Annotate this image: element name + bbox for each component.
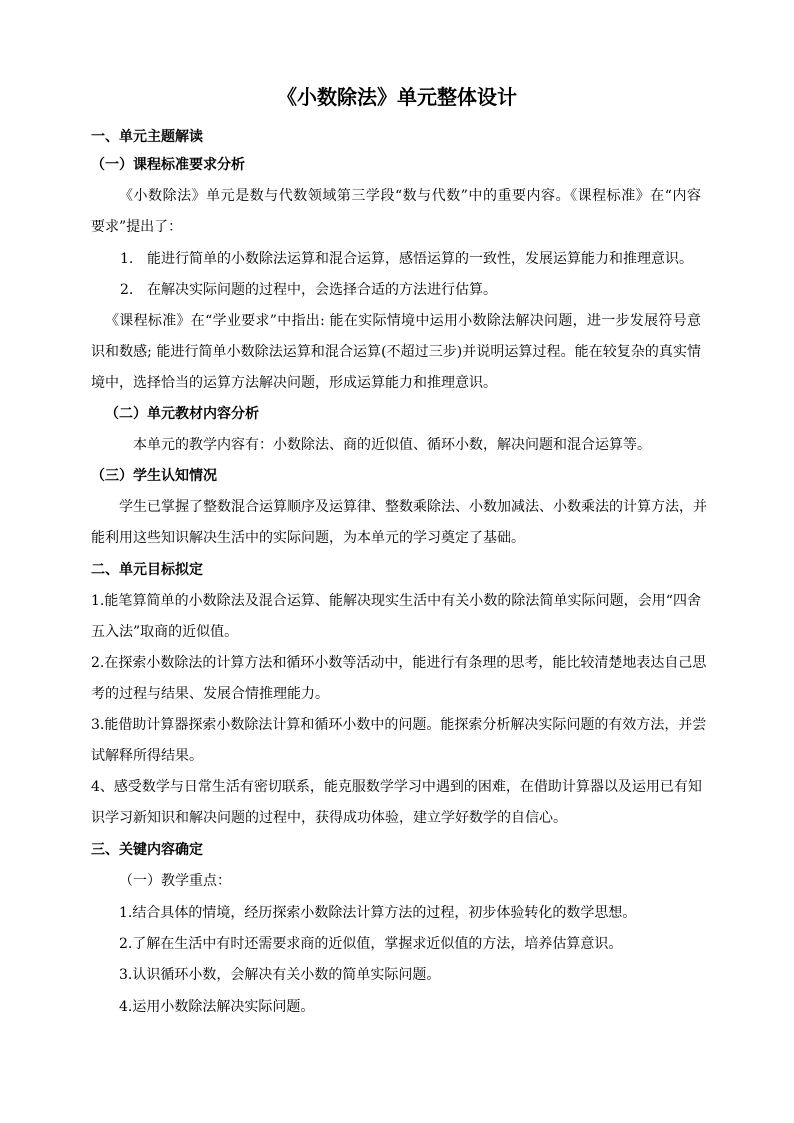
paragraph-line: 境中，选择恰当的运算方法解决问题，形成运算能力和推理意识。 (91, 375, 497, 391)
list-item-number: 1. (120, 251, 134, 267)
list-item-number: 2. (120, 282, 134, 298)
paragraph-line: 能利用这些知识解决生活中的实际问题，为本单元的学习奠定了基础。 (91, 530, 525, 546)
paragraph-line: 《小数除法》单元是数与代数领域第三学段“数与代数”中的重要内容。《课程标准》在“内容 (119, 188, 701, 204)
goal-line: 4、感受数学与日常生活有密切联系，能克服数学学习中遇到的困难，在借助计算器以及运用已有知 (91, 779, 702, 795)
key-point: 4.运用小数除法解决实际问题。 (119, 999, 315, 1015)
section-heading-2: 二、单元目标拟定 (91, 562, 203, 578)
goal-line: 2.在探索小数除法的计算方法和循环小数等活动中，能进行有条理的思考，能比较清楚地表达自己思 (91, 655, 707, 671)
list-item-text: 能进行简单的小数除法运算和混合运算，感悟运算的一致性，发展运算能力和推理意识。 (147, 251, 693, 267)
goal-line: 识学习新知识和解决问题的过程中，获得成功体验，建立学好数学的自信心。 (91, 810, 567, 826)
document-title: 《小数除法》单元整体设计 (277, 85, 517, 109)
goal-line: 3.能借助计算器探索小数除法计算和循环小数中的问题。能探索分析解决实际问题的有效方法，并尝 (91, 717, 707, 733)
paragraph-line: 识和数感; 能进行简单小数除法运算和混合运算(不超过三步)并说明运算过程。能在较复杂的真实情 (91, 344, 701, 360)
goal-line: 试解释所得结果。 (91, 748, 203, 764)
paragraph-line: 《课程标准》在“学业要求”中指出: 能在实际情境中运用小数除法解决问题，进一步发展符号意 (105, 313, 701, 329)
key-point: 2.了解在生活中有时还需要求商的近似值，掌握求近似值的方法，培养估算意识。 (119, 936, 623, 952)
paragraph-line: 学生已掌握了整数混合运算顺序及运算律、整数乘除法、小数加减法、小数乘法的计算方法，并 (119, 499, 707, 515)
subsection-heading-1-3: （三）学生认知情况 (91, 468, 217, 484)
key-point: 3.认识循环小数，会解决有关小数的简单实际问题。 (119, 967, 441, 983)
paragraph-line: 本单元的教学内容有：小数除法、商的近似值、循环小数，解决问题和混合运算等。 (133, 437, 651, 453)
section-heading-1: 一、单元主题解读 (91, 129, 203, 145)
subsection-heading-1-2: （二）单元教材内容分析 (105, 406, 259, 422)
paragraph-line: 要求”提出了： (91, 219, 183, 235)
subsection-heading-3-1: （一）教学重点： (119, 873, 231, 889)
goal-line: 1.能笔算简单的小数除法及混合运算、能解决现实生活中有关小数的除法简单实际问题，会用“四舍 (91, 593, 701, 609)
goal-line: 五入法”取商的近似值。 (91, 624, 239, 640)
section-heading-3: 三、关键内容确定 (91, 842, 203, 858)
list-item-text: 在解决实际问题的过程中，会选择合适的方法进行估算。 (147, 282, 497, 298)
subsection-heading-1-1: （一）课程标准要求分析 (91, 157, 245, 173)
key-point: 1.结合具体的情境，经历探索小数除法计算方法的过程，初步体验转化的数学思想。 (119, 905, 637, 921)
goal-line: 考的过程与结果、发展合情推理能力。 (91, 686, 329, 702)
